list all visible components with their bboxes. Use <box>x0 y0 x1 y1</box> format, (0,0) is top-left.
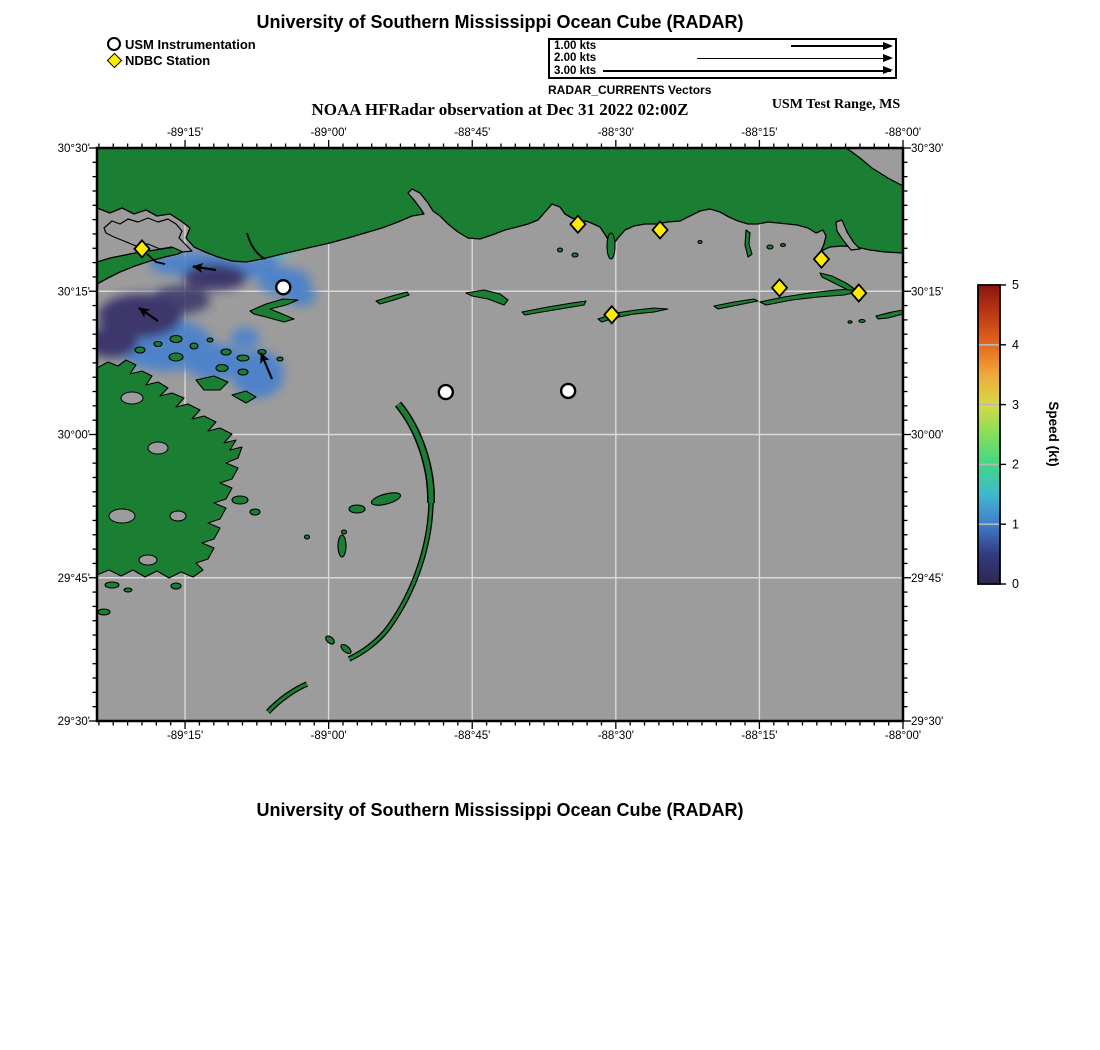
colorbar-gradient <box>978 285 1000 584</box>
colorbar-tick-label: 0 <box>1012 577 1019 592</box>
colorbar-tick-label: 1 <box>1012 517 1019 532</box>
bottom-title: University of Southern Mississippi Ocean Cube (RADAR) <box>256 800 744 820</box>
usm-station-marker <box>276 280 290 294</box>
y-axis-tick-label: 30°30' <box>911 143 944 155</box>
colorbar-axis-label: Speed (kt) <box>1046 401 1061 467</box>
x-axis-tick-label: -89°15' <box>166 730 204 742</box>
x-axis-tick-label: -88°15' <box>741 127 778 139</box>
legend-label-ndbc: NDBC Station <box>125 52 211 68</box>
x-axis-tick-label: -88°15' <box>741 730 778 742</box>
x-axis-tick-label: -89°00' <box>310 730 347 742</box>
y-axis-tick-label: 30°00' <box>57 429 90 442</box>
x-axis-tick-label: -88°30' <box>597 127 634 139</box>
colorbar-tick-label: 3 <box>1012 397 1019 412</box>
y-axis-tick-label: 30°15' <box>57 286 90 299</box>
x-axis-tick-label: -88°00' <box>884 730 922 742</box>
y-axis-tick-label: 30°00' <box>911 429 944 442</box>
colorbar-tick-label: 2 <box>1012 457 1019 472</box>
top-title: University of Southern Mississippi Ocean Cube (RADAR) <box>256 12 744 32</box>
x-axis-tick-label: -88°30' <box>597 730 634 742</box>
vector-scale-label: 3.00 kts <box>554 64 597 77</box>
vectors-caption: RADAR_CURRENTS Vectors <box>548 83 712 97</box>
vector-scale-label: 2.00 kts <box>554 52 597 65</box>
x-axis-tick-label: -88°45' <box>454 730 491 742</box>
y-axis-tick-label: 29°30' <box>911 716 944 728</box>
y-axis-tick-label: 29°30' <box>57 716 90 728</box>
usm-station-marker <box>561 384 575 398</box>
colorbar <box>978 278 1019 591</box>
colorbar-tick-label: 5 <box>1012 278 1019 293</box>
x-axis-tick-label: -88°00' <box>884 127 922 139</box>
x-axis-tick-label: -89°00' <box>310 127 347 139</box>
legend-label-usm: USM Instrumentation <box>125 36 256 52</box>
x-axis-tick-label: -88°45' <box>454 127 491 139</box>
x-axis-tick-label: -89°15' <box>166 127 204 139</box>
y-axis-tick-label: 29°45' <box>57 572 90 585</box>
y-axis-tick-label: 29°45' <box>911 572 944 585</box>
colorbar-tick-label: 4 <box>1012 338 1019 352</box>
usm-station-marker <box>439 385 453 399</box>
observation-title: NOAA HFRadar observation at Dec 31 2022 02:00Z <box>311 100 689 119</box>
test-range-label: USM Test Range, MS <box>771 97 901 112</box>
vector-scale-label: 1.00 kts <box>554 40 597 52</box>
y-axis-tick-label: 30°30' <box>57 143 90 155</box>
y-axis-tick-label: 30°15' <box>911 286 944 299</box>
